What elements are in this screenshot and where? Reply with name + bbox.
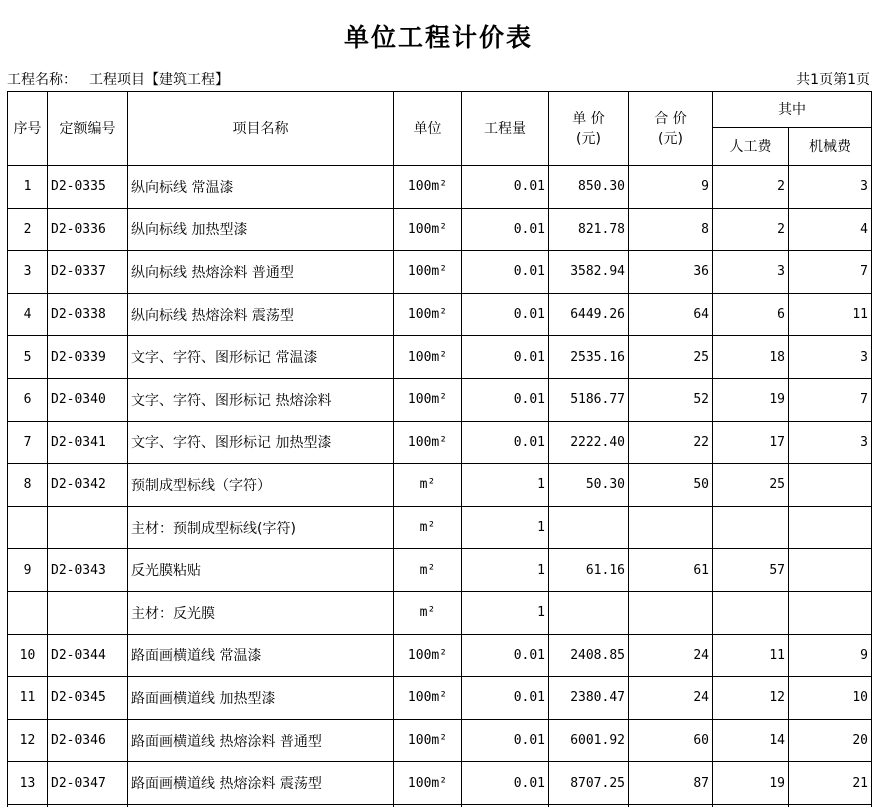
table-row — [8, 634, 872, 677]
table-row — [8, 677, 872, 720]
cell-qty: 0.01 — [462, 762, 549, 805]
cell-name: 纵向标线 加热型漆 — [128, 208, 394, 251]
cell-code: D2-0346 — [48, 719, 128, 762]
cell-code: D2-0340 — [48, 378, 128, 421]
cell-unit: 100m² — [394, 421, 462, 464]
cell-seq: 2 — [8, 208, 48, 251]
cell-name: 纵向标线 热熔涂料 普通型 — [128, 251, 394, 294]
cell-labor: 57 — [713, 549, 789, 592]
table-row — [8, 378, 872, 421]
cell-machine — [789, 591, 872, 634]
cell-unit-price: 821.78 — [549, 208, 629, 251]
cell-unit-price: 6449.26 — [549, 293, 629, 336]
cell-labor: 6 — [713, 293, 789, 336]
cell-code: D2-0343 — [48, 549, 128, 592]
cell-unit-price: 5186.77 — [549, 378, 629, 421]
cell-qty: 1 — [462, 549, 549, 592]
cell-total: 24 — [629, 634, 713, 677]
cell-unit-price: 3582.94 — [549, 251, 629, 294]
pricing-table — [7, 91, 872, 807]
cell-name: 预制成型标线（字符） — [128, 464, 394, 507]
cell-labor: 18 — [713, 336, 789, 379]
project-name-value: 工程项目【建筑工程】 — [89, 72, 229, 88]
cell-total — [629, 506, 713, 549]
cell-unit: m² — [394, 549, 462, 592]
table-row — [8, 549, 872, 592]
cell-labor: 17 — [713, 421, 789, 464]
cell-seq — [8, 591, 48, 634]
cell-machine: 7 — [789, 251, 872, 294]
cell-total: 52 — [629, 378, 713, 421]
header-among: 其中 — [713, 92, 872, 128]
header-qty: 工程量 — [462, 92, 549, 166]
header-total — [629, 92, 713, 166]
cell-total: 64 — [629, 293, 713, 336]
cell-unit: 100m² — [394, 378, 462, 421]
cell-labor: 11 — [713, 634, 789, 677]
cell-code: D2-0335 — [48, 166, 128, 209]
cell-total: 60 — [629, 719, 713, 762]
cell-total: 8 — [629, 208, 713, 251]
cell-labor: 3 — [713, 251, 789, 294]
cell-partial — [394, 804, 462, 807]
cell-unit-price: 2380.47 — [549, 677, 629, 720]
header-labor: 人工费 — [713, 128, 789, 166]
cell-total: 9 — [629, 166, 713, 209]
cell-seq: 9 — [8, 549, 48, 592]
cell-seq: 8 — [8, 464, 48, 507]
table-header — [8, 92, 872, 166]
cell-qty: 0.01 — [462, 208, 549, 251]
cell-labor: 2 — [713, 166, 789, 209]
cell-name: 反光膜粘贴 — [128, 549, 394, 592]
cell-partial — [629, 804, 713, 807]
table-row — [8, 762, 872, 805]
cell-unit: 100m² — [394, 634, 462, 677]
cell-machine: 7 — [789, 378, 872, 421]
header-unit-price-label: 单 价 — [572, 110, 605, 127]
cell-code: D2-0336 — [48, 208, 128, 251]
cell-machine: 10 — [789, 677, 872, 720]
cell-partial — [462, 804, 549, 807]
cell-machine: 3 — [789, 336, 872, 379]
cell-unit-price — [549, 506, 629, 549]
cell-labor: 19 — [713, 762, 789, 805]
cell-name: 主材：预制成型标线(字符) — [128, 506, 394, 549]
cell-machine: 21 — [789, 762, 872, 805]
cell-code: D2-0341 — [48, 421, 128, 464]
header-seq: 序号 — [8, 92, 48, 166]
cell-qty: 0.01 — [462, 293, 549, 336]
cell-labor: 12 — [713, 677, 789, 720]
cell-seq — [8, 506, 48, 549]
table-body — [8, 166, 872, 808]
cell-qty: 1 — [462, 591, 549, 634]
table-row — [8, 251, 872, 294]
cell-code: D2-0347 — [48, 762, 128, 805]
cell-machine — [789, 506, 872, 549]
cell-seq: 12 — [8, 719, 48, 762]
table-row — [8, 293, 872, 336]
cell-unit: m² — [394, 591, 462, 634]
cell-partial — [8, 804, 48, 807]
cell-name: 文字、字符、图形标记 常温漆 — [128, 336, 394, 379]
cell-seq: 11 — [8, 677, 48, 720]
cell-unit-price: 2535.16 — [549, 336, 629, 379]
cell-qty: 0.01 — [462, 719, 549, 762]
cell-qty: 0.01 — [462, 421, 549, 464]
cell-qty: 1 — [462, 464, 549, 507]
cell-code: D2-0338 — [48, 293, 128, 336]
cell-unit: m² — [394, 506, 462, 549]
cell-partial — [713, 804, 789, 807]
page-title: 单位工程计价表 — [343, 23, 533, 52]
cell-seq: 10 — [8, 634, 48, 677]
cell-qty: 0.01 — [462, 251, 549, 294]
cell-name: 路面画横道线 加热型漆 — [128, 677, 394, 720]
cell-machine — [789, 464, 872, 507]
table-row — [8, 336, 872, 379]
cell-unit: 100m² — [394, 251, 462, 294]
cell-code: D2-0342 — [48, 464, 128, 507]
cell-code — [48, 506, 128, 549]
cell-partial — [48, 804, 128, 807]
cell-machine: 4 — [789, 208, 872, 251]
cell-total: 36 — [629, 251, 713, 294]
header-total-label: 合 价 — [654, 110, 687, 127]
cell-labor: 2 — [713, 208, 789, 251]
cell-unit: 100m² — [394, 719, 462, 762]
cell-unit-price: 50.30 — [549, 464, 629, 507]
cell-labor: 19 — [713, 378, 789, 421]
cell-qty: 1 — [462, 506, 549, 549]
table-row — [8, 208, 872, 251]
cell-name: 文字、字符、图形标记 加热型漆 — [128, 421, 394, 464]
cell-total: 50 — [629, 464, 713, 507]
cell-seq: 13 — [8, 762, 48, 805]
cell-code: D2-0337 — [48, 251, 128, 294]
cell-seq: 7 — [8, 421, 48, 464]
cell-name: 主材：反光膜 — [128, 591, 394, 634]
header-unit-price — [549, 92, 629, 166]
cell-partial — [789, 804, 872, 807]
table-row — [8, 421, 872, 464]
cell-machine: 20 — [789, 719, 872, 762]
header-machine: 机械费 — [789, 128, 872, 166]
cell-seq: 5 — [8, 336, 48, 379]
cell-unit-price: 2408.85 — [549, 634, 629, 677]
cell-unit-price: 8707.25 — [549, 762, 629, 805]
cell-partial — [549, 804, 629, 807]
cell-unit-price: 6001.92 — [549, 719, 629, 762]
cell-name: 路面画横道线 热熔涂料 震荡型 — [128, 762, 394, 805]
cell-unit: 100m² — [394, 208, 462, 251]
cell-unit-price — [549, 591, 629, 634]
cell-code: D2-0344 — [48, 634, 128, 677]
header-unit: 单位 — [394, 92, 462, 166]
cell-machine — [789, 549, 872, 592]
cell-qty: 0.01 — [462, 166, 549, 209]
cell-unit-price: 2222.40 — [549, 421, 629, 464]
cell-unit: 100m² — [394, 677, 462, 720]
cell-name: 纵向标线 热熔涂料 震荡型 — [128, 293, 394, 336]
cell-name: 路面画横道线 热熔涂料 普通型 — [128, 719, 394, 762]
cell-seq: 3 — [8, 251, 48, 294]
table-row — [8, 506, 872, 549]
table-row — [8, 591, 872, 634]
cell-unit: 100m² — [394, 166, 462, 209]
table-row-partial — [8, 804, 872, 807]
cell-total: 25 — [629, 336, 713, 379]
cell-total: 61 — [629, 549, 713, 592]
cell-machine: 3 — [789, 166, 872, 209]
cell-total: 24 — [629, 677, 713, 720]
cell-total: 87 — [629, 762, 713, 805]
cell-labor — [713, 506, 789, 549]
cell-code — [48, 591, 128, 634]
cell-qty: 0.01 — [462, 677, 549, 720]
cell-unit: 100m² — [394, 762, 462, 805]
table-row — [8, 166, 872, 209]
cell-seq: 1 — [8, 166, 48, 209]
cell-unit: m² — [394, 464, 462, 507]
cell-unit-price: 850.30 — [549, 166, 629, 209]
cell-unit-price: 61.16 — [549, 549, 629, 592]
cell-total — [629, 591, 713, 634]
cell-seq: 4 — [8, 293, 48, 336]
cell-total: 22 — [629, 421, 713, 464]
cell-labor — [713, 591, 789, 634]
header-code: 定额编号 — [48, 92, 128, 166]
header-total-currency: (元) — [658, 130, 683, 147]
cell-unit: 100m² — [394, 336, 462, 379]
header-row-1 — [8, 92, 872, 128]
table-row — [8, 719, 872, 762]
cell-qty: 0.01 — [462, 336, 549, 379]
cell-machine: 3 — [789, 421, 872, 464]
cell-machine: 11 — [789, 293, 872, 336]
cell-labor: 14 — [713, 719, 789, 762]
page-indicator: 共1页第1页 — [796, 72, 870, 88]
project-name-line — [7, 69, 229, 89]
cell-unit: 100m² — [394, 293, 462, 336]
cell-qty: 0.01 — [462, 378, 549, 421]
header-unit-price-currency: (元) — [576, 130, 601, 147]
cell-seq: 6 — [8, 378, 48, 421]
cell-labor: 25 — [713, 464, 789, 507]
cell-name: 纵向标线 常温漆 — [128, 166, 394, 209]
cell-code: D2-0339 — [48, 336, 128, 379]
cell-name: 路面画横道线 常温漆 — [128, 634, 394, 677]
header-name: 项目名称 — [128, 92, 394, 166]
cell-qty: 0.01 — [462, 634, 549, 677]
project-name-label: 工程名称： — [7, 72, 77, 88]
cell-machine: 9 — [789, 634, 872, 677]
cell-name: 文字、字符、图形标记 热熔涂料 — [128, 378, 394, 421]
table-row — [8, 464, 872, 507]
cell-partial — [128, 804, 394, 807]
cell-code: D2-0345 — [48, 677, 128, 720]
